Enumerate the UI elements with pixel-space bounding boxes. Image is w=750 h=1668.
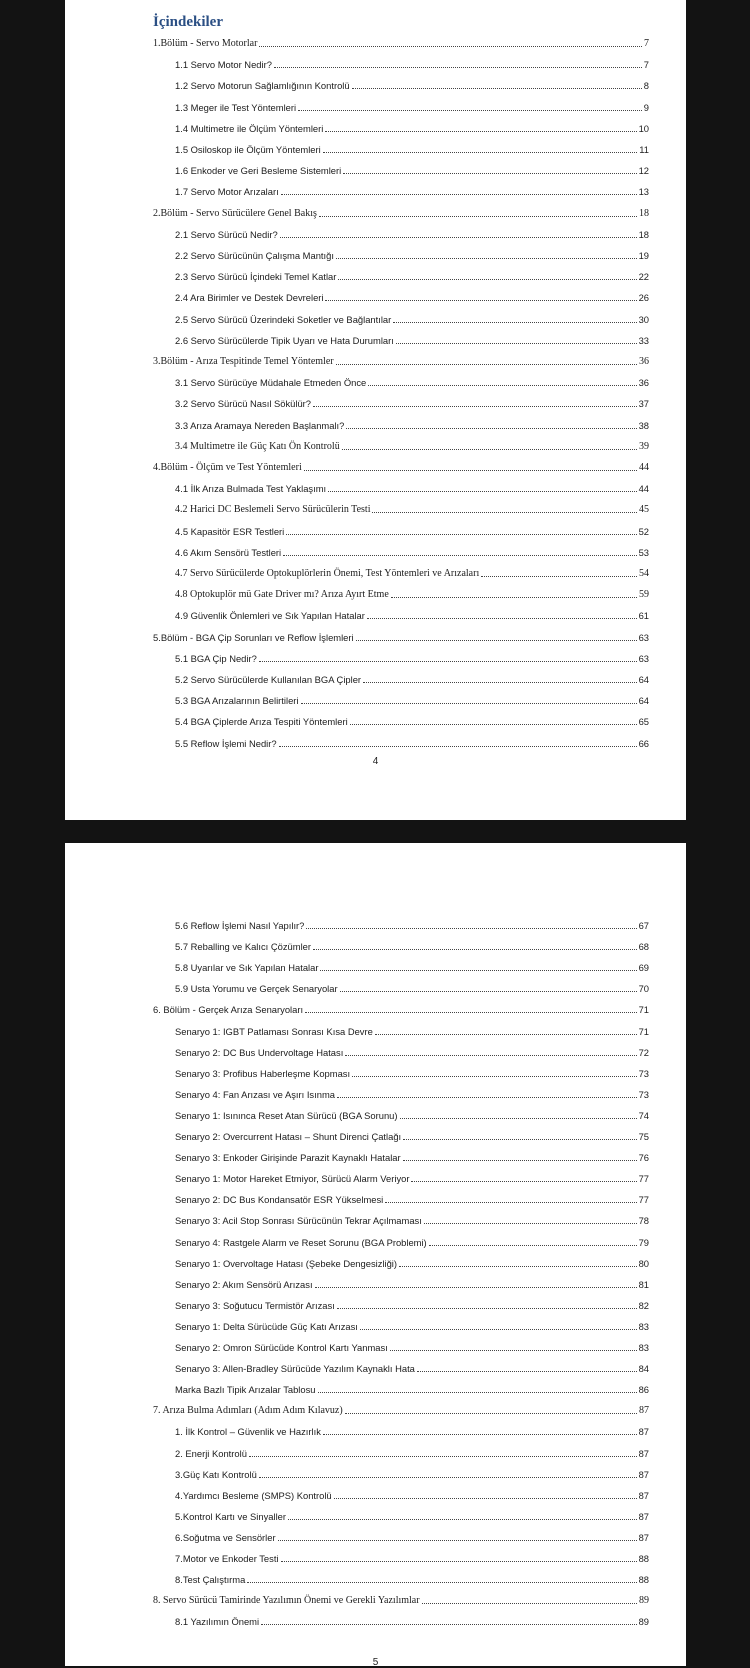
- toc-entry-page: 88: [638, 1574, 649, 1586]
- dot-leader: [400, 1118, 637, 1119]
- dot-leader: [298, 110, 642, 111]
- toc-entry[interactable]: [175, 439, 649, 453]
- toc-entry-page: 63: [638, 652, 649, 664]
- toc-entry-page: 8: [643, 80, 649, 92]
- dot-leader: [411, 1181, 636, 1182]
- toc-entry-label: 4.1 İlk Arıza Bulmada Test Yaklaşımı: [175, 483, 327, 495]
- dot-leader: [399, 1266, 637, 1267]
- dot-leader: [396, 343, 637, 344]
- dot-leader: [280, 237, 637, 238]
- toc-entry-page: 87: [638, 1510, 649, 1522]
- toc-entry[interactable]: [175, 1087, 649, 1101]
- toc-entry-label: 4.5 Kapasitör ESR Testleri: [175, 525, 285, 537]
- toc-entry[interactable]: [153, 1002, 649, 1016]
- toc-entry-label: Senaryo 1: Isınınca Reset Atan Sürücü (BGA Sorunu): [175, 1109, 398, 1121]
- toc-entry-page: 73: [638, 1067, 649, 1079]
- toc-entry[interactable]: [175, 672, 649, 686]
- document-page-1: [65, 0, 686, 820]
- toc-entry[interactable]: [175, 1488, 649, 1502]
- toc-entry-label: 5.1 BGA Çip Nedir?: [175, 652, 257, 664]
- toc-entry-page: 73: [638, 1088, 649, 1100]
- dot-leader: [313, 949, 637, 950]
- toc-entry-page: 64: [638, 674, 649, 685]
- document-page-2: [65, 843, 686, 1666]
- toc-entry-page: 89: [638, 1616, 649, 1628]
- toc-entry[interactable]: [175, 248, 649, 262]
- toc-entry-page: 12: [638, 165, 649, 177]
- toc-entry-label: 1.2 Servo Motorun Sağlamlığının Kontrolü: [175, 80, 350, 92]
- toc-entry[interactable]: [175, 1382, 649, 1396]
- toc-entry-label: 6.Soğutma ve Sensörler: [175, 1531, 276, 1543]
- toc-entry-label: 3.Bölüm - Arıza Tespitinde Temel Yöntemler: [153, 356, 334, 367]
- page-number: 4: [372, 756, 379, 767]
- dot-leader: [319, 216, 637, 217]
- toc-entry-label: Senaryo 4: Rastgele Alarm ve Reset Sorunu (BGA Problemi): [175, 1236, 427, 1248]
- toc-entry-label: Senaryo 1: Delta Sürücüde Güç Katı Arızası: [175, 1320, 358, 1332]
- dot-leader: [288, 1519, 637, 1520]
- dot-leader: [301, 703, 637, 704]
- toc-entry[interactable]: [175, 142, 649, 156]
- toc-entry-label: Senaryo 2: DC Bus Kondansatör ESR Yükselmesi: [175, 1194, 384, 1206]
- dot-leader: [367, 618, 637, 619]
- toc-entry-label: 5.3 BGA Arızalarının Belirtileri: [175, 695, 299, 707]
- dot-leader: [279, 746, 637, 747]
- toc-entry-page: 61: [638, 610, 649, 622]
- toc-entry[interactable]: [175, 78, 649, 92]
- toc-entry-label: 1.6 Enkoder ve Geri Besleme Sistemleri: [175, 165, 342, 177]
- toc-entry-page: 77: [638, 1194, 649, 1206]
- dot-leader: [352, 1076, 636, 1077]
- toc-entry-label: 7.Motor ve Enkoder Testi: [175, 1553, 279, 1564]
- toc-entry-label: Senaryo 4: Fan Arızası ve Aşırı Isınma: [175, 1088, 335, 1100]
- toc-entry-page: 80: [638, 1257, 649, 1269]
- toc-entry-page: 37: [638, 398, 649, 410]
- toc-entry-page: 70: [638, 983, 649, 995]
- toc-entry-label: 3.2 Servo Sürücü Nasıl Sökülür?: [175, 398, 312, 410]
- toc-entry-label: 2.3 Servo Sürücü İçindeki Temel Katlar: [175, 271, 337, 283]
- toc-entry-label: 2.2 Servo Sürücünün Çalışma Mantığı: [175, 250, 334, 261]
- toc-entry-label: 1.3 Meger ile Test Yöntemleri: [175, 101, 297, 113]
- toc-entry-label: 6. Bölüm - Gerçek Arıza Senaryoları: [153, 1004, 304, 1016]
- toc-entry-page: 83: [638, 1320, 649, 1332]
- toc-entry-page: 38: [638, 419, 649, 431]
- dot-leader: [338, 279, 636, 280]
- toc-entry[interactable]: [153, 1593, 649, 1607]
- dot-leader: [350, 724, 637, 725]
- dot-leader: [363, 682, 637, 683]
- toc-entry[interactable]: [175, 1298, 649, 1312]
- toc-entry-page: 87: [638, 1489, 649, 1501]
- dot-leader: [403, 1160, 637, 1161]
- toc-entry[interactable]: [175, 1213, 649, 1227]
- dot-leader: [385, 1202, 636, 1203]
- toc-entry[interactable]: [153, 354, 649, 368]
- toc-entry[interactable]: [175, 1129, 649, 1143]
- toc-entry-page: 79: [638, 1236, 649, 1248]
- toc-entry-page: 11: [639, 144, 649, 155]
- dot-leader: [318, 1392, 637, 1393]
- toc-entry[interactable]: [175, 1256, 649, 1270]
- toc-entry[interactable]: [175, 333, 649, 347]
- toc-entry[interactable]: [175, 1509, 649, 1523]
- toc-entry[interactable]: [175, 375, 649, 389]
- toc-entry[interactable]: [175, 1150, 649, 1164]
- toc-entry[interactable]: [175, 1066, 649, 1080]
- toc-entry-label: 5.5 Reflow İşlemi Nedir?: [175, 737, 277, 749]
- toc-entry-label: Senaryo 3: Allen-Bradley Sürücüde Yazılım Kaynaklı Hata: [175, 1363, 415, 1375]
- toc-entry[interactable]: [175, 184, 649, 198]
- toc-entry-page: 84: [638, 1363, 649, 1375]
- toc-entry-page: 45: [639, 504, 649, 516]
- toc-entry-page: 44: [639, 462, 649, 473]
- dot-leader: [281, 1561, 637, 1562]
- dot-leader: [286, 534, 636, 535]
- toc-entry-page: 87: [639, 1405, 649, 1417]
- dot-leader: [259, 46, 642, 47]
- toc-entry[interactable]: [175, 121, 649, 135]
- toc-entry-label: 2.1 Servo Sürücü Nedir?: [175, 228, 278, 240]
- toc-entry-page: 18: [638, 228, 649, 240]
- toc-entry[interactable]: [175, 587, 649, 601]
- dot-leader: [337, 1097, 637, 1098]
- toc-entry[interactable]: [153, 206, 649, 220]
- dot-leader: [337, 1308, 637, 1309]
- toc-entry-label: Senaryo 2: Overcurrent Hatası – Shunt Direnci Çatlağı: [175, 1131, 402, 1142]
- toc-entry-page: 83: [638, 1342, 649, 1353]
- dot-leader: [375, 1034, 637, 1035]
- toc-entry-page: 78: [638, 1215, 649, 1227]
- dot-leader: [345, 1413, 637, 1414]
- dot-leader: [334, 1498, 637, 1499]
- dot-leader: [372, 512, 637, 513]
- toc-entry-label: Marka Bazlı Tipik Arızalar Tablosu: [175, 1384, 316, 1396]
- toc-entry[interactable]: [175, 1319, 649, 1333]
- dot-leader: [305, 1012, 637, 1013]
- toc-entry-label: 3.1 Servo Sürücüye Müdahale Etmeden Önce: [175, 377, 367, 389]
- toc-entry-page: 53: [638, 546, 649, 558]
- dot-leader: [281, 194, 637, 195]
- toc-entry[interactable]: [175, 1572, 649, 1586]
- toc-entry-label: 4.Yardımcı Besleme (SMPS) Kontrolü: [175, 1489, 332, 1501]
- toc-entry-label: 1.Bölüm - Servo Motorlar: [153, 38, 258, 49]
- dot-leader: [403, 1139, 636, 1140]
- toc-entry[interactable]: [175, 481, 649, 495]
- toc-entry[interactable]: [175, 1361, 649, 1375]
- toc-entry-label: 8.1 Yazılımın Önemi: [175, 1616, 260, 1628]
- toc-entry[interactable]: [175, 981, 649, 995]
- toc-entry[interactable]: [175, 312, 649, 326]
- toc-entry-page: 81: [638, 1278, 649, 1290]
- dot-leader: [390, 1350, 637, 1351]
- dot-leader: [320, 970, 636, 971]
- toc-entry[interactable]: [175, 918, 649, 932]
- toc-entry-page: 68: [638, 941, 649, 953]
- toc-entry-page: 9: [643, 101, 649, 113]
- dot-leader: [422, 1603, 637, 1604]
- toc-entry-page: 69: [638, 962, 649, 974]
- toc-entry-page: 10: [638, 122, 649, 134]
- toc-entry-page: 82: [638, 1299, 649, 1311]
- toc-entry-page: 74: [638, 1109, 649, 1121]
- toc-entry[interactable]: [175, 1530, 649, 1544]
- dot-leader: [345, 1055, 636, 1056]
- toc-entry[interactable]: [175, 1340, 649, 1354]
- toc-entry-page: 13: [638, 186, 649, 198]
- toc-entry-label: Senaryo 1: Overvoltage Hatası (Şebeke Dengesizliği): [175, 1257, 397, 1269]
- dot-leader: [283, 555, 636, 556]
- toc-entry-label: 5.6 Reflow İşlemi Nasıl Yapılır?: [175, 920, 305, 931]
- toc-entry[interactable]: [175, 396, 649, 410]
- toc-entry-label: 4.9 Güvenlik Önlemleri ve Sık Yapılan Hatalar: [175, 610, 365, 622]
- dot-leader: [393, 322, 636, 323]
- dot-leader: [323, 1434, 637, 1435]
- dot-leader: [352, 88, 642, 89]
- toc-entry-label: Senaryo 2: DC Bus Undervoltage Hatası: [175, 1046, 344, 1058]
- dot-leader: [278, 1540, 637, 1541]
- toc-entry-page: 44: [638, 483, 649, 495]
- toc-entry-label: Senaryo 1: Motor Hareket Etmiyor, Sürücü Alarm Veriyor: [175, 1173, 410, 1185]
- toc-entry-label: 5.9 Usta Yorumu ve Gerçek Senaryolar: [175, 983, 338, 995]
- dot-leader: [346, 428, 636, 429]
- dot-leader: [368, 385, 636, 386]
- dot-leader: [481, 576, 637, 577]
- toc-entry-label: 2. Enerji Kontrolü: [175, 1447, 247, 1459]
- toc-entry-label: 4.6 Akım Sensörü Testleri: [175, 546, 282, 558]
- toc-entry-page: 59: [639, 589, 649, 601]
- dot-leader: [304, 470, 637, 471]
- dot-leader: [306, 928, 636, 929]
- toc-entry-label: 8. Servo Sürücü Tamirinde Yazılımın Önemi ve Gerekli Yazılımlar: [153, 1595, 420, 1607]
- dot-leader: [315, 1287, 637, 1288]
- toc-entry[interactable]: [175, 651, 649, 665]
- toc-entry[interactable]: [175, 608, 649, 622]
- dot-leader: [356, 640, 637, 641]
- toc-entry-page: 72: [638, 1046, 649, 1058]
- toc-entry-page: 87: [638, 1426, 649, 1438]
- toc-entry[interactable]: [175, 545, 649, 559]
- toc-entry[interactable]: [175, 100, 649, 114]
- toc-entry-label: 5.7 Reballing ve Kalıcı Çözümler: [175, 941, 312, 953]
- toc-entry-label: 4.8 Optokuplör mü Gate Driver mı? Arıza Ayırt Etme: [175, 589, 389, 601]
- dot-leader: [247, 1582, 636, 1583]
- toc-entry-page: 87: [638, 1447, 649, 1459]
- dot-leader: [259, 1477, 637, 1478]
- dot-leader: [340, 991, 637, 992]
- toc-entry[interactable]: [175, 1551, 649, 1565]
- toc-entry-label: 4.Bölüm - Ölçüm ve Test Yöntemleri: [153, 462, 302, 473]
- toc-entry-label: Senaryo 3: Acil Stop Sonrası Sürücünün Tekrar Açılmaması: [175, 1215, 422, 1227]
- dot-leader: [259, 661, 637, 662]
- dot-leader: [343, 173, 636, 174]
- toc-entry-label: 2.5 Servo Sürücü Üzerindeki Soketler ve Bağlantılar: [175, 313, 392, 325]
- toc-entry-label: 3.Güç Katı Kontrolü: [175, 1468, 257, 1480]
- dot-leader: [417, 1371, 637, 1372]
- toc-entry-page: 26: [638, 292, 649, 304]
- toc-entry-label: Senaryo 1: IGBT Patlaması Sonrası Kısa Devre: [175, 1025, 373, 1037]
- toc-entry-label: Senaryo 2: Akım Sensörü Arızası: [175, 1278, 313, 1290]
- toc-entry[interactable]: [175, 1424, 649, 1438]
- toc-entry-label: 8.Test Çalıştırma: [175, 1574, 246, 1586]
- toc-entry[interactable]: [175, 1235, 649, 1249]
- toc-entry[interactable]: [175, 1171, 649, 1185]
- toc-entry[interactable]: [175, 502, 649, 516]
- toc-entry-page: 88: [638, 1553, 649, 1564]
- toc-entry[interactable]: [175, 269, 649, 283]
- toc-entry[interactable]: [175, 1108, 649, 1122]
- toc-entry-label: 1.5 Osiloskop ile Ölçüm Yöntemleri: [175, 144, 321, 155]
- toc-entry-label: 7. Arıza Bulma Adımları (Adım Adım Kılavuz): [153, 1405, 343, 1417]
- dot-leader: [360, 1329, 637, 1330]
- toc-entry-page: 65: [638, 716, 649, 728]
- toc-entry-label: 5.4 BGA Çiplerde Arıza Tespiti Yöntemleri: [175, 716, 348, 728]
- dot-leader: [328, 491, 636, 492]
- dot-leader: [313, 406, 637, 407]
- toc-entry-label: 3.4 Multimetre ile Güç Katı Ön Kontrolü: [175, 440, 340, 452]
- toc-entry[interactable]: [175, 566, 649, 580]
- toc-entry[interactable]: [153, 1403, 649, 1417]
- toc-entry[interactable]: [175, 736, 649, 750]
- toc-entry-label: Senaryo 3: Soğutucu Termistör Arızası: [175, 1299, 335, 1311]
- toc-entry-label: Senaryo 2: Omron Sürücüde Kontrol Kartı Yanması: [175, 1342, 388, 1353]
- toc-entry[interactable]: [175, 227, 649, 241]
- dot-leader: [429, 1245, 637, 1246]
- toc-entry-page: 36: [639, 356, 649, 367]
- toc-entry-label: 5.Kontrol Kartı ve Sinyaller: [175, 1510, 286, 1522]
- toc-entry-label: Senaryo 3: Profibus Haberleşme Kopması: [175, 1067, 351, 1079]
- toc-entry-page: 18: [639, 207, 649, 219]
- toc-entry[interactable]: [175, 290, 649, 304]
- toc-entry-page: 63: [638, 631, 649, 643]
- toc-entry-page: 89: [639, 1595, 649, 1607]
- toc-entry[interactable]: [153, 460, 649, 474]
- dot-leader: [342, 449, 637, 450]
- toc-entry[interactable]: [175, 960, 649, 974]
- toc-entry-label: 1. İlk Kontrol – Güvenlik ve Hazırlık: [175, 1426, 321, 1438]
- toc-entry[interactable]: [175, 1467, 649, 1481]
- toc-entry-page: 71: [638, 1025, 649, 1037]
- dot-leader: [336, 364, 637, 365]
- toc-entry-page: 77: [638, 1173, 649, 1185]
- toc-entry[interactable]: [175, 714, 649, 728]
- toc-entry[interactable]: [175, 1277, 649, 1291]
- toc-entry-page: 7: [644, 38, 649, 49]
- dot-leader: [391, 597, 637, 598]
- toc-entry-page: 71: [638, 1004, 649, 1016]
- toc-entry[interactable]: [175, 1045, 649, 1059]
- dot-leader: [274, 67, 642, 68]
- toc-entry-page: 7: [643, 59, 649, 71]
- toc-entry-page: 19: [638, 250, 649, 261]
- toc-entry[interactable]: [175, 1024, 649, 1038]
- toc-entry-page: 22: [638, 271, 649, 283]
- toc-entry[interactable]: [175, 1192, 649, 1206]
- toc-entry-label: 2.6 Servo Sürücülerde Tipik Uyarı ve Hata Durumları: [175, 334, 394, 346]
- toc-entry-page: 52: [638, 525, 649, 537]
- toc-entry[interactable]: [175, 1614, 649, 1628]
- toc-entry-label: 4.2 Harici DC Beslemeli Servo Sürücülerin Testi: [175, 504, 371, 516]
- toc-entry-page: 39: [639, 440, 649, 452]
- toc-entry-label: 1.4 Multimetre ile Ölçüm Yöntemleri: [175, 122, 324, 134]
- toc-entry-label: 4.7 Servo Sürücülerde Optokuplörlerin Önemi, Test Yöntemleri ve Arızaları: [175, 568, 480, 579]
- page-number: 5: [372, 1657, 379, 1668]
- toc-entry-page: 54: [639, 568, 649, 579]
- toc-entry-page: 67: [638, 920, 649, 931]
- dot-leader: [249, 1456, 637, 1457]
- toc-entry[interactable]: [153, 36, 649, 50]
- toc-entry-page: 36: [638, 377, 649, 389]
- toc-entry-page: 66: [638, 737, 649, 749]
- toc-entry-page: 64: [638, 695, 649, 707]
- toc-entry-page: 86: [638, 1384, 649, 1396]
- toc-entry-page: 75: [638, 1131, 649, 1142]
- toc-entry-page: 30: [638, 313, 649, 325]
- dot-leader: [424, 1223, 637, 1224]
- dot-leader: [325, 131, 636, 132]
- toc-entry-label: 5.8 Uyarılar ve Sık Yapılan Hatalar: [175, 962, 319, 974]
- toc-entry-label: 3.3 Arıza Aramaya Nereden Başlanmalı?: [175, 419, 345, 431]
- toc-entry[interactable]: [153, 630, 649, 644]
- toc-entry-page: 87: [638, 1468, 649, 1480]
- toc-entry-label: Senaryo 3: Enkoder Girişinde Parazit Kaynaklı Hatalar: [175, 1152, 401, 1164]
- toc-entry[interactable]: [175, 57, 649, 71]
- dot-leader: [261, 1624, 637, 1625]
- toc-entry-label: 1.1 Servo Motor Nedir?: [175, 59, 272, 71]
- toc-entry-label: 1.7 Servo Motor Arızaları: [175, 186, 279, 198]
- toc-entry-label: 5.Bölüm - BGA Çip Sorunları ve Reflow İşlemleri: [153, 631, 354, 643]
- toc-entry[interactable]: [175, 163, 649, 177]
- toc-entry[interactable]: [175, 1446, 649, 1460]
- toc-entry-page: 76: [638, 1152, 649, 1164]
- toc-entry[interactable]: [175, 418, 649, 432]
- dot-leader: [325, 300, 636, 301]
- toc-entry-label: 5.2 Servo Sürücülerde Kullanılan BGA Çipler: [175, 674, 362, 685]
- toc-entry[interactable]: [175, 524, 649, 538]
- toc-entry-label: 2.Bölüm - Servo Sürücülere Genel Bakış: [153, 207, 317, 219]
- toc-entry-page: 87: [638, 1531, 649, 1543]
- dot-leader: [336, 258, 637, 259]
- toc-entry[interactable]: [175, 693, 649, 707]
- dot-leader: [323, 152, 638, 153]
- toc-entry[interactable]: [175, 939, 649, 953]
- toc-entry-label: 2.4 Ara Birimler ve Destek Devreleri: [175, 292, 324, 304]
- toc-title: İçindekiler: [153, 14, 223, 30]
- toc-entry-page: 33: [638, 334, 649, 346]
